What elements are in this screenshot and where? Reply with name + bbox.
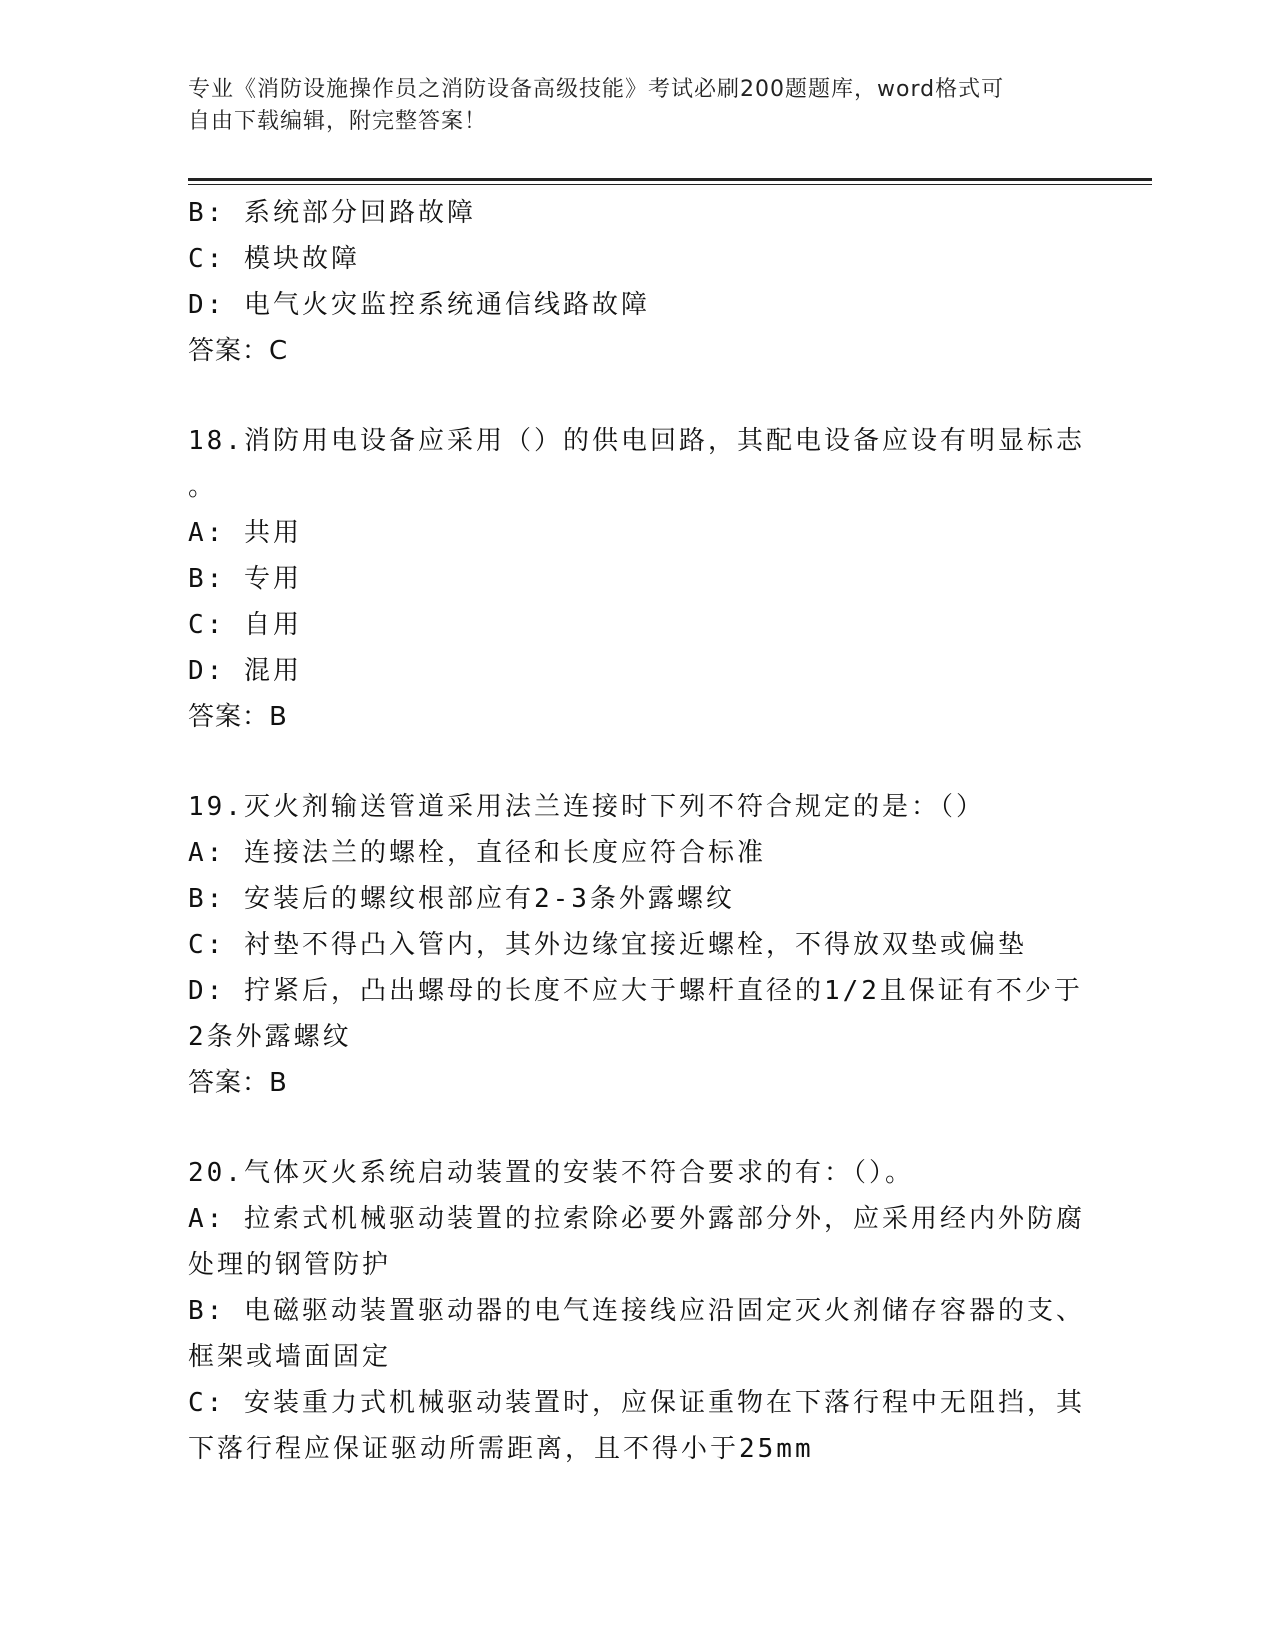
option-line-continuation: 框架或墙面固定 [188, 1342, 392, 1372]
option-line: B: 安装后的螺纹根部应有2-3条外露螺纹 [188, 884, 735, 914]
option-line: B: 系统部分回路故障 [188, 198, 476, 228]
question-20-block [188, 1150, 1088, 1472]
header-divider-thick [188, 178, 1152, 181]
option-line: D: 拧紧后，凸出螺母的长度不应大于螺杆直径的1/2且保证有不少于 [188, 976, 1083, 1006]
answer-line: 答案：C [188, 336, 289, 366]
option-line: B: 专用 [188, 564, 302, 594]
answer-line: 答案：B [188, 1068, 288, 1098]
header-line-1: 专业《消防设施操作员之消防设备高级技能》考试必刷200题题库，word格式可 [188, 77, 1005, 102]
question-stem: 20.气体灭火系统启动装置的安装不符合要求的有：（）。 [188, 1158, 914, 1188]
header-line-2: 自由下载编辑，附完整答案！ [188, 109, 488, 134]
question-19-block [188, 784, 1088, 1106]
option-line: A: 共用 [188, 518, 302, 548]
option-line: C: 衬垫不得凸入管内，其外边缘宜接近螺栓，不得放双垫或偏垫 [188, 930, 1027, 960]
question-stem: 19.灭火剂输送管道采用法兰连接时下列不符合规定的是：（） [188, 792, 985, 822]
option-line: A: 连接法兰的螺栓，直径和长度应符合标准 [188, 838, 766, 868]
option-line: C: 自用 [188, 610, 302, 640]
option-line: A: 拉索式机械驱动装置的拉索除必要外露部分外，应采用经内外防腐 [188, 1204, 1085, 1234]
option-line-continuation: 2条外露螺纹 [188, 1022, 352, 1052]
option-line: D: 混用 [188, 656, 302, 686]
option-line: D: 电气火灾监控系统通信线路故障 [188, 290, 650, 320]
answer-line: 答案：B [188, 702, 288, 732]
option-line: C: 安装重力式机械驱动装置时，应保证重物在下落行程中无阻挡，其 [188, 1388, 1085, 1418]
question-stem-continuation: 。 [188, 472, 218, 502]
document-header [188, 74, 1068, 138]
spacer [188, 740, 1088, 784]
option-line-continuation: 下落行程应保证驱动所需距离，且不得小于25mm [188, 1434, 814, 1464]
question-17-block [188, 190, 1088, 374]
question-18-block [188, 418, 1088, 740]
question-stem: 18.消防用电设备应采用（）的供电回路，其配电设备应设有明显标志 [188, 426, 1085, 456]
spacer [188, 374, 1088, 418]
option-line-continuation: 处理的钢管防护 [188, 1250, 392, 1280]
question-content [188, 190, 1088, 1472]
spacer [188, 1106, 1088, 1150]
header-divider-thin [188, 184, 1152, 185]
option-line: B: 电磁驱动装置驱动器的电气连接线应沿固定灭火剂储存容器的支、 [188, 1296, 1085, 1326]
option-line: C: 模块故障 [188, 244, 360, 274]
